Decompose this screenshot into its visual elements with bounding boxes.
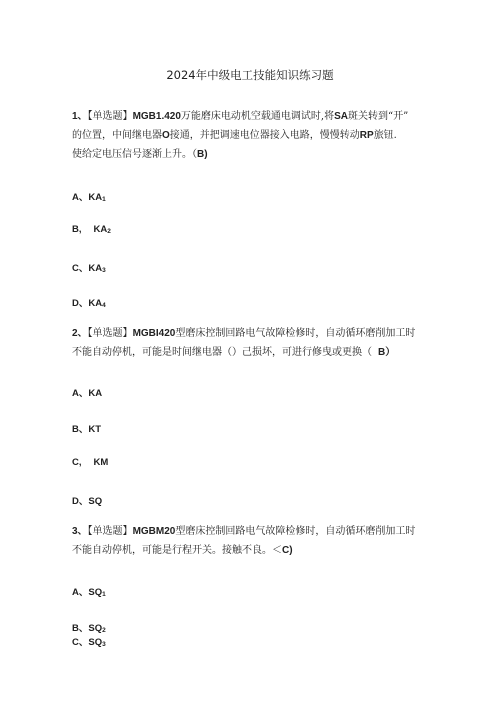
option-a [72,385,102,399]
option-subscript: 3 [102,267,106,274]
option-b [72,224,111,235]
option-a [72,189,106,203]
option-label: C [72,263,79,274]
question-code: MGBI420 [132,328,176,339]
option-label: B [72,424,79,435]
option-separator: 、 [78,192,89,203]
question-number: 2、 [72,328,88,339]
option-separator: 、 [78,623,89,634]
question-2 [72,324,442,362]
option-subscript: 2 [102,627,106,634]
question-type-tag: 【单选题】 [87,526,133,537]
question-1-line-1 [72,107,442,126]
option-separator: 、 [78,496,89,507]
question-text: 型磨床控制回路电气故障检修时，自动循环磨削加工时 [175,328,416,339]
option-c [72,260,106,274]
question-number: 1、 [72,111,88,122]
option-value: SQ [88,587,103,598]
option-b [72,421,101,435]
question-3 [72,522,442,560]
page-title: 2024年中级电工技能知识练习题 [166,68,334,82]
option-separator: 、 [78,587,89,598]
option-label: B, [72,224,82,235]
option-separator: 、 [78,388,89,399]
answer-key: B） [378,347,396,358]
option-subscript: 1 [102,591,106,598]
question-1-line-2 [72,126,442,145]
option-d [72,295,106,309]
question-code: MGBM20 [132,526,176,537]
option-separator: 、 [78,424,89,435]
option-value: KA [88,263,103,274]
option-value: KA [88,298,103,309]
question-3-line-2 [72,541,442,560]
question-type-tag: 【单选题】 [87,111,133,122]
option-value: SQ [88,496,103,507]
question-term: SA [334,111,349,122]
option-value: KT [88,424,102,435]
option-label: A [72,587,79,598]
question-2-line-1 [72,324,442,343]
question-3-line-1 [72,522,442,541]
question-term: RP [359,130,374,141]
option-value: SQ [88,623,103,634]
question-text: 使给定电压信号逐渐上升。（ [72,149,197,160]
option-c [72,457,108,468]
option-subscript: 2 [107,228,111,235]
option-c [72,634,106,648]
option-b [72,620,106,634]
option-value: KA [93,224,108,235]
option-subscript: 3 [102,641,106,648]
option-separator: 、 [78,263,89,274]
option-value: KA [88,192,103,203]
option-value: KM [93,457,109,468]
option-label: B [72,623,79,634]
question-text: 型磨床控制回路电气故障检修时，自动循环磨削加工时 [175,526,416,537]
answer-key: B) [197,149,208,160]
question-text: 不能自动停机，可能是行程开关。接触不良。＜ [72,545,282,556]
question-text: 不能自动停机，可能是时间继电器（）己损坏，可进行修曳或更换（ [72,347,372,358]
option-label: D [72,496,79,507]
question-1-line-3 [72,145,442,164]
option-d [72,493,102,507]
question-text: 旅钮. [373,130,397,141]
question-text: 斑关转到“开” [348,111,409,122]
option-value: SQ [88,637,103,648]
option-value: KA [88,388,103,399]
question-text: 的位置，中间继电器 [72,130,162,141]
question-2-line-2 [72,343,442,362]
option-separator: 、 [78,298,89,309]
option-subscript: 4 [102,302,106,309]
option-label: C, [72,457,82,468]
option-label: D [72,298,79,309]
question-type-tag: 【单选题】 [87,328,133,339]
question-1 [72,107,442,164]
question-number: 3、 [72,526,88,537]
answer-key: C) [282,545,293,556]
option-label: A [72,388,79,399]
option-separator: 、 [78,637,89,648]
option-subscript: 1 [102,196,106,203]
option-label: A [72,192,79,203]
question-text: 万能磨床电动机空载通电调试时,将 [180,111,335,122]
question-text: 接通，并把调速电位器接入电路，慢慢转动 [169,130,360,141]
question-term: O [162,130,170,141]
option-a [72,584,106,598]
question-code: MGB1.420 [132,111,181,122]
option-label: C [72,637,79,648]
